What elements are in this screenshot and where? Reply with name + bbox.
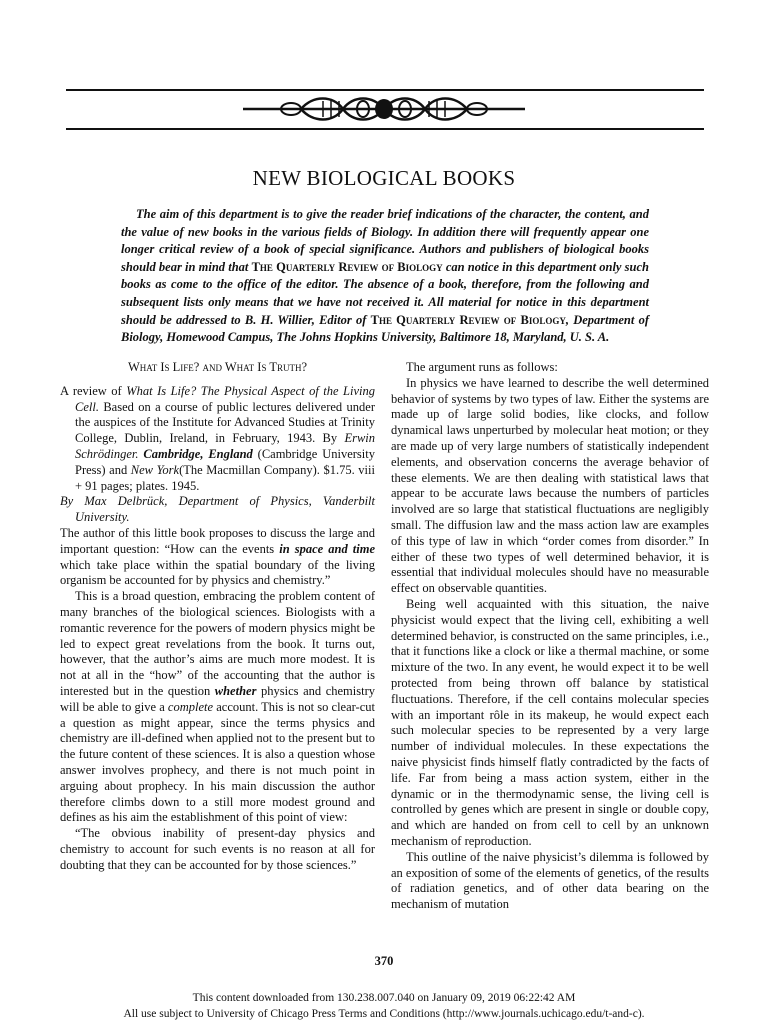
book-citation <box>60 384 375 495</box>
book-author: Erwin Schrödinger. <box>75 431 375 461</box>
citation-text: Based on a course of public lectures delivered under the auspices of the Institute for Advanced Studies at Trinity College, Dublin, Ireland, in February, 1943. By <box>75 399 375 446</box>
department-intro <box>121 206 649 347</box>
review-heading: What Is Life? and What Is Truth? <box>127 360 308 374</box>
header-rule-top <box>66 89 704 91</box>
page-number: 370 <box>374 954 394 968</box>
ornament-icon <box>243 93 525 125</box>
download-footer <box>0 990 768 1022</box>
body-paragraph <box>60 526 375 589</box>
text: physics and chemistry will be able to give a <box>60 683 375 714</box>
citation-text: A review of <box>60 383 127 398</box>
body-paragraph: This outline of the naive physicist’s dilemma is followed by an exposition of some of the elements of genetics, of the results of radiation genetics, and of other data bearing on the mechanism of mutation <box>391 849 709 912</box>
body-paragraph <box>60 589 375 826</box>
emphasis: in space and time <box>279 541 375 556</box>
footer-line: This content downloaded from 130.238.007.040 on January 09, 2019 06:22:42 AM <box>192 992 576 1004</box>
body-paragraph: Being well acquainted with this situation, the naive physicist would expect that the living cell, exhibiting a well determined behavior, is constructed on the same principles, i.e., that it functions like a clock or like a thermal machine, or some mixture of the two. In any event, he would expect it to be well protected from being thrown off balance by statistical fluctuations. Therefore, if the cell contains molecular species with an important rôle in its makeup, he would expect each such molecular species to be represented by a very large number of individual molecules. In these expectations the naive physicist finds himself flatly contradicted by the facts of life. Far from being a mass action system, either in the dynamic or in the thermodynamic sense, the living cell is controlled by genes which are present in single or double copy, and which are handed on from cell to cell by an unknown mechanism of reproduction. <box>391 596 709 848</box>
left-column <box>60 360 375 874</box>
intro-text-2: can notice in this department only such books as come to the office of the editor. The absence of a book, therefore, from the following and subsequent lists only means that we have not received it. All material for notice in this department should be addressed to B. H. Willier, Editor of <box>121 259 649 327</box>
text: account. This is not so clear-cut a question as might appear, since the terms physics and chemistry are ill-defined when applied not to the present but to the future content of these sciences. It is also a question whose answer involves prophecy, and there is not much point in arguing about prophecy. In his main discussion the author therefore climbs down to a still more modest ground and defines as his aim the establishment of this point of view: <box>60 699 375 825</box>
reviewer-byline: By Max Delbrück, Department of Physics, Vanderbilt University. <box>60 494 375 525</box>
footer-line: All use subject to University of Chicago Press Terms and Conditions (http://www.journals.uchicago.edu/t-and-c). <box>123 1008 645 1020</box>
right-column <box>391 360 709 913</box>
publisher-place: Cambridge, England <box>143 446 253 461</box>
citation-text: (The Macmillan Company). $1.75. viii + 91 pages; plates. 1945. <box>75 462 375 493</box>
text: The author of this little book proposes to discuss the large and important question: “How can the events <box>60 525 375 556</box>
book-title: What Is Life? The Physical Aspect of the Living Cell. <box>75 383 376 414</box>
quote-paragraph: “The obvious inability of present-day physics and chemistry to account for such events is no reason at all for doubting that they can be accounted for by those sciences.” <box>60 826 375 872</box>
citation-text: (Cambridge University Press) and <box>75 446 375 477</box>
journal-name: The Quarterly Review of Biology <box>251 259 443 274</box>
body-paragraph: In physics we have learned to describe the well determined behavior of systems by two types of law. Either the systems are made up of large solid bodies, like clocks, and follow dynamical laws unperturbed by molecular heat motion; or they are made up of very large numbers of statistically independent elements, and observation concerns the average behavior of these elements. We are then dealing with statistical laws that appear to be accurate laws because the numbers of particles involved are so large that statistical fluctuations are negligibly small. The diffusion law and the mass action law are examples of this type of law in which “order comes from disorder.” In either of these two types of well determined behavior, it is essential that individual molecules should have no measurable effect on observable quantities. <box>391 375 709 596</box>
body-paragraph: The argument runs as follows: <box>406 360 558 374</box>
emphasis: complete <box>167 699 214 714</box>
publisher-place: New York <box>130 462 180 477</box>
journal-name: The Quarterly Review of Biology <box>370 312 566 327</box>
page-title: NEW BIOLOGICAL BOOKS <box>252 166 516 190</box>
emphasis: whether <box>214 683 257 698</box>
text: which take place within the spatial boundary of the living organism be accounted for by physics and chemistry.” <box>60 557 375 588</box>
intro-text-3: , Department of Biology, Homewood Campus, The Johns Hopkins University, Baltimore 18, Maryland, U. S. A. <box>121 312 649 345</box>
intro-text-1: The aim of this department is to give the reader brief indications of the character, the content, and the value of new books in the various fields of Biology. In addition there will frequently appear one longer critical review of a book of special significance. Authors and publishers of biological books should bear in mind that <box>121 207 649 274</box>
text: This is a broad question, embracing the problem content of many branches of the biological sciences. Biologists with a romantic reverence for the powers of modern physics might be led to expect great revelations from the book. It turns out, however, that the author’s aims are much more modest. It is not at all in the “how” of the accounting that the author is interested but in the question <box>60 589 375 698</box>
header-rule-bottom <box>66 128 704 130</box>
